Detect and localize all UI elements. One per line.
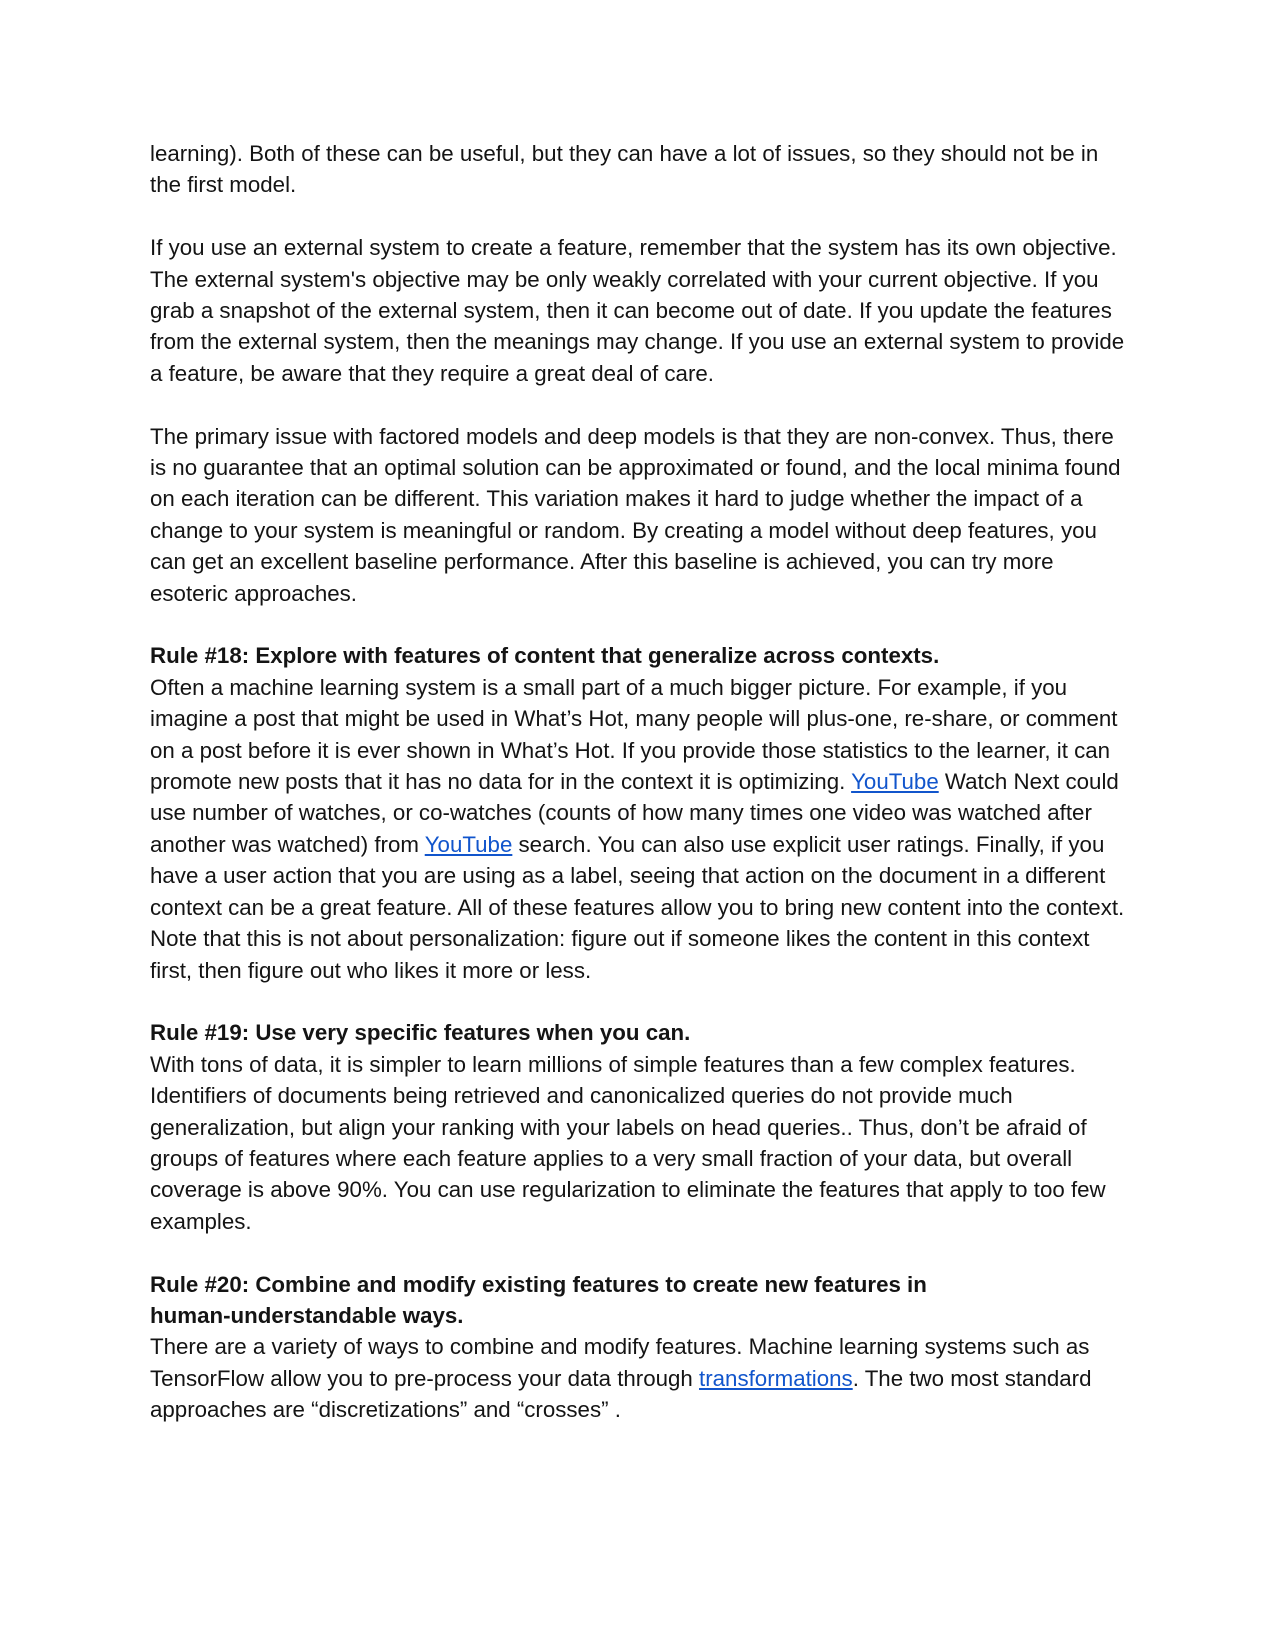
rule-19-section [150, 1017, 1135, 1237]
paragraph-external-system: If you use an external system to create a feature, remember that the system has its own objective. The external system's objective may be only weakly correlated with your current objective. If you grab a snapshot of the external system, then it can become out of date. If you update the features from the external system, then the meanings may change. If you use an external system to provide a feature, be aware that they require a great deal of care. [150, 235, 1125, 386]
rule-20-text-1: There are a variety of ways to combine and modify features. Machine learning systems such as TensorFlow allow you to pre-process your data through [150, 1334, 1090, 1391]
rule-18-body [150, 672, 1135, 986]
rule-18-section [150, 640, 1135, 985]
rule-20-body [150, 1331, 1135, 1425]
rule-18-text-3: search. You can also use explicit user ratings. Finally, if you have a user action that you are using as a label, seeing that action on the document in a different context can be a great feature. All of these features allow you to bring new content into the context. Note that this is not about personalization: figure out if someone likes the content in this context first, then figure out who likes it more or less. [150, 831, 1125, 983]
rule-18-heading: Rule #18: Explore with features of content that generalize across contexts. [150, 643, 940, 669]
rule-20-section [150, 1269, 1135, 1426]
rule-20-heading-line-1: Rule #20: Combine and modify existing features to create new features in [150, 1271, 927, 1297]
youtube-link-1[interactable]: YouTube [851, 769, 939, 795]
document-page [150, 138, 1135, 1457]
rule-20-heading [150, 1269, 1135, 1332]
youtube-link-2[interactable]: YouTube [424, 831, 513, 857]
rule-19-body: With tons of data, it is simpler to learn millions of simple features than a few complex features. Identifiers of documents being retrieved and canonicalized queries do not provide much generalization, but align your ranking with your labels on head queries.. Thus, don’t be afraid of groups of features where each feature applies to a very small fraction of your data, but overall coverage is above 90%. You can use regularization to eliminate the features that apply to too few examples. [150, 1051, 1106, 1234]
paragraph-intro: learning). Both of these can be useful, but they can have a lot of issues, so they should not be in the first model. [150, 141, 1099, 198]
rule-18-text-2: Watch Next could use number of watches, or co-watches (counts of how many times one video was watched after another was watched) from [150, 769, 1119, 857]
rule-18-text-1: Often a machine learning system is a small part of a much bigger picture. For example, if you imagine a post that might be used in What’s Hot, many people will plus-one, re-share, or comment on a post before it is ever shown in What’s Hot. If you provide those statistics to the learner, it can promote new posts that it has no data for in the context it is optimizing. [150, 674, 1118, 795]
rule-19-heading: Rule #19: Use very specific features when you can. [150, 1020, 691, 1046]
rule-20-text-2: . The two most standard approaches are “discretizations” and “crosses” . [150, 1365, 1092, 1423]
rule-20-heading-line-2: human-understandable ways. [150, 1302, 464, 1328]
transformations-link[interactable]: transformations [699, 1365, 853, 1391]
paragraph-non-convex: The primary issue with factored models and deep models is that they are non-convex. Thus, there is no guarantee that an optimal solution can be approximated or found, and the local minima found on each iteration can be different. This variation makes it hard to judge whether the impact of a change to your system is meaningful or random. By creating a model without deep features, you can get an excellent baseline performance. After this baseline is achieved, you can try more esoteric approaches. [150, 423, 1121, 606]
